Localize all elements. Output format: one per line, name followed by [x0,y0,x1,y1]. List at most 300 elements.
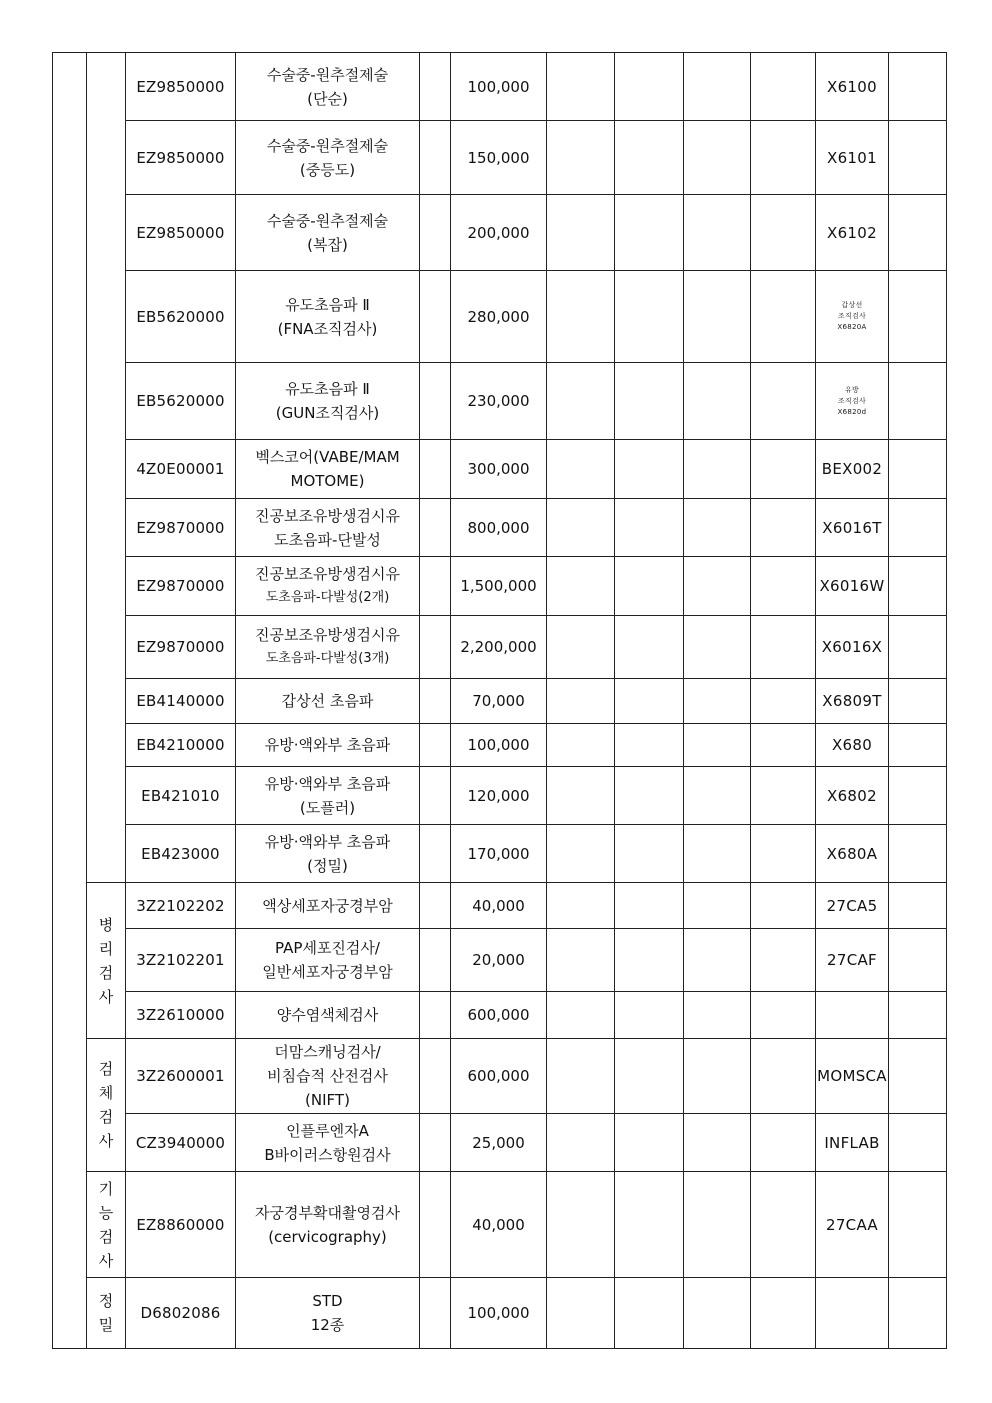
table-row [53,1039,947,1114]
name-cell [236,499,420,557]
empty-cell [615,195,684,271]
note-cell [816,440,889,499]
table-row [53,1172,947,1278]
empty-cell [684,53,751,121]
category-specimen [87,1039,126,1172]
name-line: 더맘스캐닝검사/ [274,1043,381,1061]
empty-cell [751,195,816,271]
price-cell: 170,000 [451,825,547,883]
empty-cell [889,1172,947,1278]
empty-cell [751,1172,816,1278]
empty-cell [889,195,947,271]
name-line: 양수염색체검사 [276,1006,379,1024]
empty-cell [547,1114,615,1172]
empty-cell [889,363,947,440]
empty-cell [889,724,947,767]
table-row [53,1114,947,1172]
note-line: MOMSCA [817,1067,887,1085]
note-line: 조직검사 [837,396,867,405]
empty-cell [615,929,684,992]
empty-cell [889,1278,947,1349]
empty-cell [684,440,751,499]
note-cell [816,363,889,440]
note-line: X6016W [819,577,885,595]
name-line: 갑상선 초음파 [281,692,374,710]
empty-cell [751,1278,816,1349]
empty-cell [889,767,947,825]
empty-cell [615,679,684,724]
name-line: 인플루엔자A [286,1121,369,1140]
name-line: (cervicography) [268,1227,387,1246]
empty-cell [889,1039,947,1114]
note-line: X680 [831,736,873,754]
name-line: 수술중-원추절제술 [266,65,389,84]
code-cell: 3Z2102202 [126,883,236,929]
name-line: 액상세포자궁경부암 [262,896,393,915]
price-cell: 40,000 [451,1172,547,1278]
empty-cell [889,992,947,1039]
empty-cell [889,557,947,616]
code-cell: EZ9870000 [126,557,236,616]
empty-cell [684,363,751,440]
price-cell: 280,000 [451,271,547,363]
note-cell [816,883,889,929]
table-row [53,767,947,825]
table-row [53,363,947,440]
empty-cell [420,557,451,616]
empty-cell [547,121,615,195]
empty-cell [751,1039,816,1114]
note-cell [816,1278,889,1349]
name-line: 유방·액와부 초음파 [264,774,391,793]
table-row [53,825,947,883]
empty-cell [615,616,684,679]
category-char: 검 [98,963,114,982]
price-cell: 300,000 [451,440,547,499]
name-line: 12종 [310,1316,345,1334]
note-line: INFLAB [824,1133,880,1152]
empty-cell [751,499,816,557]
table-row [53,992,947,1039]
name-cell [236,883,420,929]
empty-cell [615,363,684,440]
empty-cell [684,271,751,363]
note-line: 27CAF [827,951,877,969]
table-row [53,440,947,499]
category-char: 사 [98,1251,114,1270]
empty-cell [420,825,451,883]
empty-cell [889,1114,947,1172]
note-cell [816,1114,889,1172]
empty-cell [889,121,947,195]
code-cell: EZ9850000 [126,121,236,195]
empty-cell [547,883,615,929]
name-cell [236,363,420,440]
name-line: 도초음파-다발성(2개) [265,590,390,605]
category-char: 기 [98,1179,114,1198]
price-cell: 100,000 [451,1278,547,1349]
category-char: 밀 [98,1316,114,1334]
empty-cell [420,1172,451,1278]
price-cell: 20,000 [451,929,547,992]
empty-cell [615,1039,684,1114]
fee-table [52,52,947,1349]
name-line: 수술중-원추절제술 [266,136,389,155]
price-cell: 70,000 [451,679,547,724]
price-cell: 150,000 [451,121,547,195]
code-cell: EB4140000 [126,679,236,724]
note-cell [816,992,889,1039]
note-line: X6100 [827,77,877,96]
note-line: X680A [826,844,878,863]
name-cell [236,195,420,271]
empty-cell [889,679,947,724]
empty-cell [420,724,451,767]
price-cell: 100,000 [451,53,547,121]
table-row [53,53,947,121]
empty-cell [547,271,615,363]
price-cell: 100,000 [451,724,547,767]
name-line: 유방·액와부 초음파 [264,832,391,851]
note-cell [816,616,889,679]
empty-cell [547,724,615,767]
empty-cell [420,1114,451,1172]
code-cell: 3Z2102201 [126,929,236,992]
empty-cell [889,929,947,992]
note-cell [816,825,889,883]
empty-cell [615,499,684,557]
empty-cell [420,363,451,440]
name-line: (복잡) [307,235,348,254]
empty-cell [684,929,751,992]
name-line: STD [312,1292,343,1310]
empty-cell [615,767,684,825]
name-line: 도초음파-단발성 [274,530,381,549]
empty-cell [420,616,451,679]
empty-cell [889,53,947,121]
empty-cell [889,883,947,929]
note-cell [816,1172,889,1278]
empty-cell [547,767,615,825]
empty-cell [547,825,615,883]
empty-cell [751,929,816,992]
price-cell: 600,000 [451,1039,547,1114]
empty-cell [547,53,615,121]
empty-cell [889,440,947,499]
empty-cell [420,992,451,1039]
empty-cell [751,440,816,499]
table-row [53,557,947,616]
price-cell: 1,500,000 [451,557,547,616]
note-line: 27CAA [825,1215,878,1234]
name-cell [236,53,420,121]
empty-cell [420,121,451,195]
code-cell: D6802086 [126,1278,236,1349]
price-cell: 120,000 [451,767,547,825]
name-line: 유도초음파 Ⅱ [285,380,370,398]
empty-cell [420,271,451,363]
code-cell: EZ9850000 [126,53,236,121]
category-char: 검 [98,1060,114,1078]
name-line: 진공보조유방생검시유 [255,565,400,583]
empty-cell [684,767,751,825]
empty-cell [751,271,816,363]
empty-cell [547,557,615,616]
empty-cell [684,724,751,767]
empty-cell [547,363,615,440]
empty-cell [751,557,816,616]
name-line: 자궁경부확대촬영검사 [255,1203,400,1222]
category-char: 체 [98,1084,114,1102]
empty-cell [751,53,816,121]
price-cell: 600,000 [451,992,547,1039]
table-row [53,1278,947,1349]
empty-cell [547,195,615,271]
note-line: 유방 [844,385,860,394]
name-line: (단순) [307,89,348,108]
empty-cell [889,271,947,363]
empty-cell [751,825,816,883]
empty-cell [420,499,451,557]
name-line: 유도초음파 Ⅱ [285,295,370,314]
table-row [53,195,947,271]
table-row [53,499,947,557]
code-cell: 3Z2600001 [126,1039,236,1114]
name-line: 비침습적 산전검사 [267,1067,388,1085]
category-function [87,1172,126,1278]
note-cell [816,724,889,767]
empty-cell [684,883,751,929]
category-pathology [87,883,126,1039]
note-cell [816,1039,889,1114]
empty-cell [751,992,816,1039]
empty-cell [420,1039,451,1114]
category-char: 사 [98,1132,114,1150]
table-row [53,121,947,195]
category-char: 사 [98,987,114,1006]
name-line: B바이러스항원검사 [264,1145,391,1164]
note-cell [816,679,889,724]
table-row [53,724,947,767]
empty-cell [751,1114,816,1172]
empty-cell [751,679,816,724]
category-precision [87,1278,126,1349]
code-cell: EZ9850000 [126,195,236,271]
empty-cell [889,825,947,883]
note-cell [816,929,889,992]
note-line: 조직검사 [837,312,867,320]
empty-cell [615,883,684,929]
note-line: X6802 [827,786,877,805]
code-cell: 3Z2610000 [126,992,236,1039]
empty-cell [547,1278,615,1349]
note-line: X6820d [837,407,867,416]
name-cell [236,1278,420,1349]
name-line: (도플러) [299,798,356,817]
table-row [53,616,947,679]
empty-cell [684,1114,751,1172]
empty-cell [420,883,451,929]
name-line: (중등도) [299,160,356,179]
name-cell [236,121,420,195]
note-line: BEX002 [821,460,883,478]
empty-cell [615,271,684,363]
name-line: PAP세포진검사/ [275,939,380,957]
category-blank [87,53,126,883]
note-cell [816,767,889,825]
empty-cell [751,121,816,195]
name-line: 도초음파-다발성(3개) [265,651,390,666]
empty-cell [615,1278,684,1349]
name-line: 진공보조유방생검시유 [255,506,400,525]
name-line: 진공보조유방생검시유 [255,626,400,644]
empty-cell [684,121,751,195]
empty-cell [420,53,451,121]
name-line: (FNA조직검사) [277,319,378,338]
empty-cell [684,825,751,883]
empty-cell [751,616,816,679]
name-cell [236,271,420,363]
empty-cell [751,767,816,825]
name-cell [236,1114,420,1172]
outer-group-cell [53,53,87,1349]
price-cell: 800,000 [451,499,547,557]
empty-cell [420,929,451,992]
empty-cell [684,499,751,557]
empty-cell [684,1172,751,1278]
empty-cell [615,440,684,499]
empty-cell [684,1278,751,1349]
price-cell: 25,000 [451,1114,547,1172]
empty-cell [547,992,615,1039]
code-cell: CZ3940000 [126,1114,236,1172]
empty-cell [615,724,684,767]
empty-cell [615,1172,684,1278]
empty-cell [684,557,751,616]
empty-cell [615,53,684,121]
empty-cell [751,883,816,929]
note-line: X6016X [821,638,883,656]
empty-cell [684,679,751,724]
note-cell [816,557,889,616]
empty-cell [751,724,816,767]
note-line: 27CA5 [826,896,878,915]
empty-cell [615,557,684,616]
empty-cell [547,929,615,992]
empty-cell [547,1039,615,1114]
empty-cell [684,1039,751,1114]
code-cell: EB5620000 [126,271,236,363]
category-char: 리 [98,939,114,958]
empty-cell [615,1114,684,1172]
code-cell: EB5620000 [126,363,236,440]
note-cell [816,271,889,363]
code-cell: EZ8860000 [126,1172,236,1278]
category-char: 병 [98,915,114,934]
note-cell [816,195,889,271]
note-cell [816,53,889,121]
empty-cell [615,992,684,1039]
name-cell [236,825,420,883]
name-line: (GUN조직검사) [275,404,380,422]
name-line: (NIFT) [305,1091,350,1109]
empty-cell [889,616,947,679]
name-cell [236,929,420,992]
empty-cell [547,440,615,499]
empty-cell [547,499,615,557]
empty-cell [547,616,615,679]
name-line: MOTOME) [290,472,365,490]
empty-cell [420,1278,451,1349]
note-line: X6101 [827,148,877,167]
table-row [53,929,947,992]
code-cell: EB423000 [126,825,236,883]
name-line: 수술중-원추절제술 [266,211,389,230]
empty-cell [751,363,816,440]
name-cell [236,616,420,679]
empty-cell [684,992,751,1039]
empty-cell [420,440,451,499]
empty-cell [420,195,451,271]
name-line: 일반세포자궁경부암 [262,963,393,981]
name-line: (정밀) [307,856,348,875]
code-cell: EB421010 [126,767,236,825]
empty-cell [684,195,751,271]
name-cell [236,440,420,499]
name-line: 벡스코어(VABE/MAM [255,448,400,466]
note-cell [816,121,889,195]
empty-cell [684,616,751,679]
note-line: X6820A [837,323,867,331]
empty-cell [615,825,684,883]
name-cell [236,767,420,825]
name-cell [236,1172,420,1278]
category-char: 검 [98,1227,114,1246]
note-line: X6016T [822,518,882,537]
empty-cell [420,679,451,724]
empty-cell [615,121,684,195]
price-cell: 40,000 [451,883,547,929]
empty-cell [547,1172,615,1278]
category-char: 검 [98,1108,114,1126]
code-cell: EB4210000 [126,724,236,767]
note-cell [816,499,889,557]
table-row [53,271,947,363]
name-cell [236,679,420,724]
price-cell: 2,200,000 [451,616,547,679]
name-cell [236,1039,420,1114]
code-cell: EZ9870000 [126,499,236,557]
note-line: 갑상선 [841,301,863,309]
empty-cell [889,499,947,557]
empty-cell [420,767,451,825]
category-char: 정 [98,1292,114,1310]
name-line: 유방·액와부 초음파 [264,736,391,754]
name-cell [236,992,420,1039]
note-line: X6809T [822,692,882,710]
empty-cell [547,679,615,724]
price-cell: 230,000 [451,363,547,440]
table-row [53,679,947,724]
note-line: X6102 [827,223,877,242]
price-cell: 200,000 [451,195,547,271]
code-cell: EZ9870000 [126,616,236,679]
category-char: 능 [98,1203,114,1222]
table-row [53,883,947,929]
name-cell [236,557,420,616]
name-cell [236,724,420,767]
code-cell: 4Z0E00001 [126,440,236,499]
